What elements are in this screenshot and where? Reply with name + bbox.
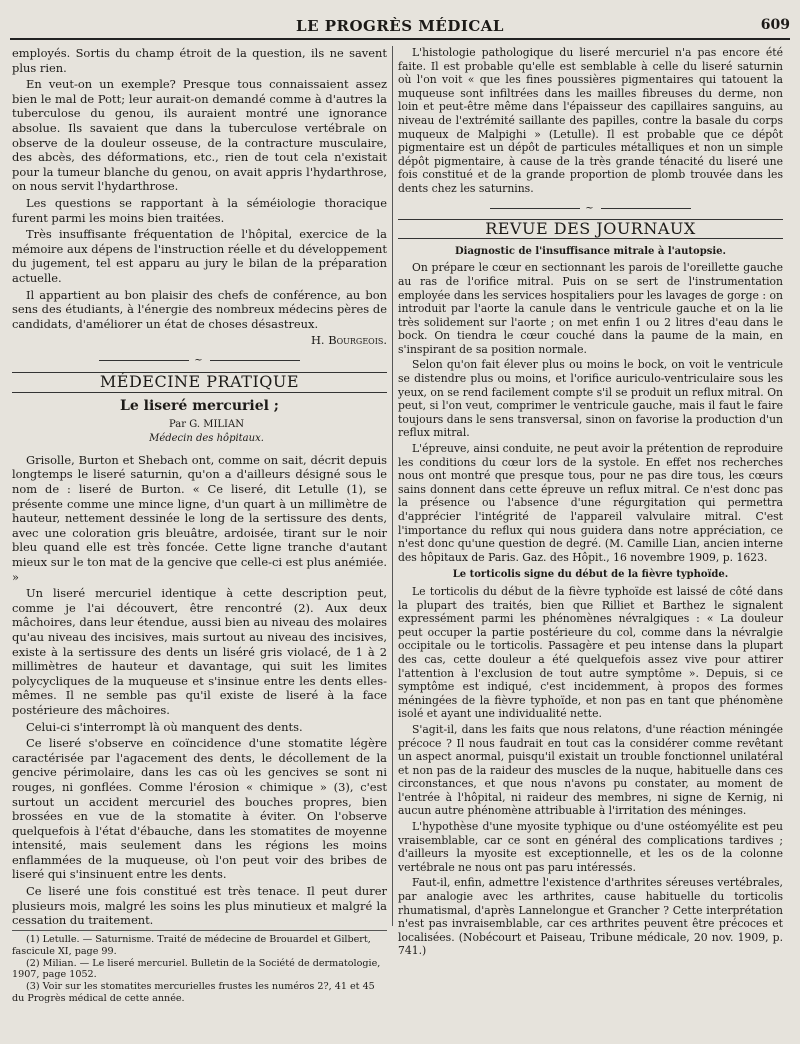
paragraph: Un liseré mercuriel identique à cette description peut, comme je l'ai découvert, être rencontré (2). Aux deux mâchoires, dans leur étendue, aussi bien au niveau des molaires qu'au niveau des incisives, mais surtout au niveau des incisives, existe à la sertissure des dents un liséré gris violacé, de 1 à 2 millimètres de hauteur et davantage, qui suit les limites polycycliques de la muqueuse et s'insinue entre les dents elles-mêmes. Il ne semble pas qu'il existe de liseré à la face postérieure des mâchoires.	[12, 586, 387, 717]
article-title-torticolis: Le torticolis signe du début de la fièvre typhoïde.	[452, 569, 729, 581]
paragraph: Ce liseré une fois constitué est très tenace. Il peut durer plusieurs mois, malgré les soins les plus minutieux et malgré la cessation du traitement.	[12, 884, 387, 928]
paragraph: Il appartient au bon plaisir des chefs de conférence, au bon sens des étudiants, à l'énergie des nombreux médecins pères de candidats, d'améliorer un état de choses désastreux.	[12, 287, 387, 331]
paragraph: S'agit-il, dans les faits que nous relatons, d'une réaction méningée précoce ? Il nous faudrait en tout cas la considérer comme revêtant un aspect anormal, puisqu'il existait un trouble fonctionnel unilatéral et non pas de la raideur des muscles de la nuque, habituelle dans ces circonstances, et que nous n'avons pu constater, au moment de l'entrée à l'hôpital, ni raideur des membres, ni signe de Kernig, ni aucun autre phénomène attribuable à l'irritation des méninges.	[398, 722, 783, 818]
paragraph: Grisolle, Burton et Shebach ont, comme on sait, décrit depuis longtemps le liseré saturnin, qu'on a d'ailleurs désigné sous le nom de : liseré de Burton. « Ce liseré, dit Letulle (1), se présente comme une mince ligne, d'un quart à un millimètre de hauteur, nettement dessinée le long de la sertissure des dents, avec une coloration gris bleuâtre, ardoisée, tirant sur le noir bleu quand elle est très foncée. Cette ligne tranche d'autant mieux sur le ton mat de la gencive que celle-ci est plus anémiée. »	[12, 452, 387, 584]
page-header	[10, 14, 790, 40]
signature	[12, 333, 387, 348]
byline: Par G. MILIAN	[169, 418, 244, 430]
signature-text: H. Bourgeois.	[310, 333, 387, 348]
paragraph: L'histologie pathologique du liseré mercuriel n'a pas encore été faite. Il est probable qu'elle est semblable à celle du liseré saturnin où l'on voit « que les fines poussières pigmentaires qui tatouent la muqueuse sont infiltrées dans les mailles fibreuses du derme, non loin et peut-être même dans l'épaisseur des capillaires sanguins, au niveau de l'extrémité saillante des papilles, contre la basale du corps muqueux de Malpighi » (Letulle). Il est probable que ce dépôt pigmentaire est un dépôt de particules métalliques et non un simple dépôt pigmentaire, à cause de la très grande ténacité du liseré une fois constitué et de la grande proportion de plomb trouvée dans les dents chez les saturnins.	[398, 46, 783, 195]
paragraph: L'hypothèse d'une myosite typhique ou d'une ostéomyélite est peu vraisemblable, car ce sont en général des complications tardives ; d'ailleurs la myosite est exceptionnelle, et les os de la colonne vertébrale ne nous ont pas paru intéressés.	[398, 820, 783, 874]
paragraph: En veut-on un exemple? Presque tous connaissaient assez bien le mal de Pott; leur aurait-on demandé comme à d'autres la tuberculose du genou, ils auraient montré une ignorance absolue. Ils savaient que dans la tuberculose vertébrale on observe de la douleur osseuse, de la contracture musculaire, des abcès, des déformations, etc., rien de tout cela n'existait pour la tumeur blanche du genou, on avait appris l'hydarthrose, on nous servit l'hydarthrose.	[12, 77, 387, 194]
ornament-divider: ~	[398, 202, 783, 216]
paragraph: Le torticolis du début de la fièvre typhoïde est laissé de côté dans la plupart des traités, bien que Rilliet et Barthez le signalent expressément parmi les phénomènes névralgiques : « La douleur peut occuper la partie postérieure du col, comme dans la névralgie occipitale ou le torticolis. Passagère et peu intense dans la plupart des cas, cette douleur a été quelquefois assez vive pour attirer l'attention à l'exclusion de tout autre symptôme ». Depuis, si ce symptôme est indiqué, c'est incidemment, à propos des formes méningées de la fièvre typhoïde, et non pas en tant que phénomène isolé et ayant une individualité nette.	[398, 584, 783, 721]
page-number: 609	[760, 17, 790, 33]
paragraph: Selon qu'on fait élever plus ou moins le bock, on voit le ventricule se distendre plus ou moins, et l'orifice auriculo-ventriculaire sous les yeux, on se rend facilement compte s'il se produit un reflux mitral. On peut, si l'on veut, comprimer le ventricule gauche, mais il faut le faire toujours dans le sens transversal, sinon on favorise la production d'un reflux mitral.	[398, 358, 783, 440]
paragraph: Celui-ci s'interrompt là où manquent des dents.	[26, 719, 303, 734]
article-title-lisere: Le liseré mercuriel ;	[120, 398, 279, 415]
left-column	[12, 46, 387, 930]
paragraph: Ce liseré s'observe en coïncidence d'une stomatite légère caractérisée par l'agacement des dents, le décollement de la gencive périmolaire, dans les cas où les gencives se sont ni rouges, ni gonflées. Comme l'érosion « chimique » (3), c'est surtout un accident mercuriel des bouches propres, bien brossées en vue de la stomatite à éviter. On l'observe quelquefois à l'état d'ébauche, dans les stomatites de moyenne intensité, mais seulement dans les régions les moins enflammées de la muqueuse, où l'on peut voir des bribes de liseré qui s'insinuent entre les dents.	[12, 736, 387, 882]
column-rule	[392, 46, 393, 926]
right-column	[398, 46, 783, 960]
paragraph: L'épreuve, ainsi conduite, ne peut avoir la prétention de reproduire les conditions du cœur lors de la systole. En effet nos recherches nous ont montré que presque tous, pour ne pas dire tous, les cœurs sains donnent dans cette épreuve un reflux mitral. Ce n'est donc pas la présence ou l'absence d'une régurgitation qui permettra d'apprécier l'intégrité de l'appareil valvulaire mitral. C'est l'importance du reflux qui nous guidera dans notre appréciation, ce n'est donc qu'une question de degré. (M. Camille Lian, ancien interne des hôpitaux de Paris. Gaz. des Hôpit., 16 novembre 1909, p. 1623.	[398, 442, 783, 564]
footnotes	[12, 930, 387, 1005]
section-title-medecine-pratique: MÉDECINE PRATIQUE	[12, 372, 387, 393]
footnote: (3) Voir sur les stomatites mercurielles frustes les numéros 2?, 41 et 45 du Progrès médical de cette année.	[12, 981, 375, 1004]
ornament-divider: ~	[12, 354, 387, 369]
paragraph: On prépare le cœur en sectionnant les parois de l'oreillette gauche au ras de l'orifice mitral. Puis on se sert de l'instrumentation employée dans les services hospitaliers pour les lavages de gorge : on introduit par l'aorte la canule dans le ventricule gauche et on la lie très solidement sur l'aorte ; on met enfin 1 ou 2 litres d'eau dans le bock. On tiendra le cœur couché dans la paume de la main, en s'inspirant de sa position normale.	[398, 261, 783, 356]
footnote: (1) Letulle. — Saturnisme. Traité de médecine de Brouardel et Gilbert, fascicule XI, page 99.	[12, 934, 371, 957]
paragraph: Très insuffisante fréquentation de l'hôpital, exercice de la mémoire aux dépens de l'instruction réelle et du développement du jugement, tel est apparu au jury le bilan de la préparation actuelle.	[12, 227, 387, 285]
footnote: (2) Milian. — Le liseré mercuriel. Bulletin de la Société de dermatologie, 1907, page 1052.	[12, 957, 381, 981]
journal-title: LE PROGRÈS MÉDICAL	[296, 17, 504, 35]
paragraph: Faut-il, enfin, admettre l'existence d'arthrites séreuses vertébrales, par analogie avec les arthrites, cause habituelle du torticolis rhumatismal, d'après Lannelongue et Grancher ? Cette interprétation n'est pas invraisemblable, car ces arthrites peuvent être précoces et localisées. (Nobécourt et Paiseau, Tribune médicale, 20 nov. 1909, p. 741.)	[398, 876, 783, 958]
paragraph: employés. Sortis du champ étroit de la question, ils ne savent plus rien.	[12, 46, 387, 75]
paragraph: Les questions se rapportant à la séméiologie thoracique furent parmi les moins bien traitées.	[12, 195, 387, 225]
author-affiliation: Médecin des hôpitaux.	[149, 433, 264, 445]
section-title-revue-des-journaux: REVUE DES JOURNAUX	[398, 219, 783, 239]
article-title-insuffisance-mitrale: Diagnostic de l'insuffisance mitrale à l'autopsie.	[454, 245, 726, 257]
